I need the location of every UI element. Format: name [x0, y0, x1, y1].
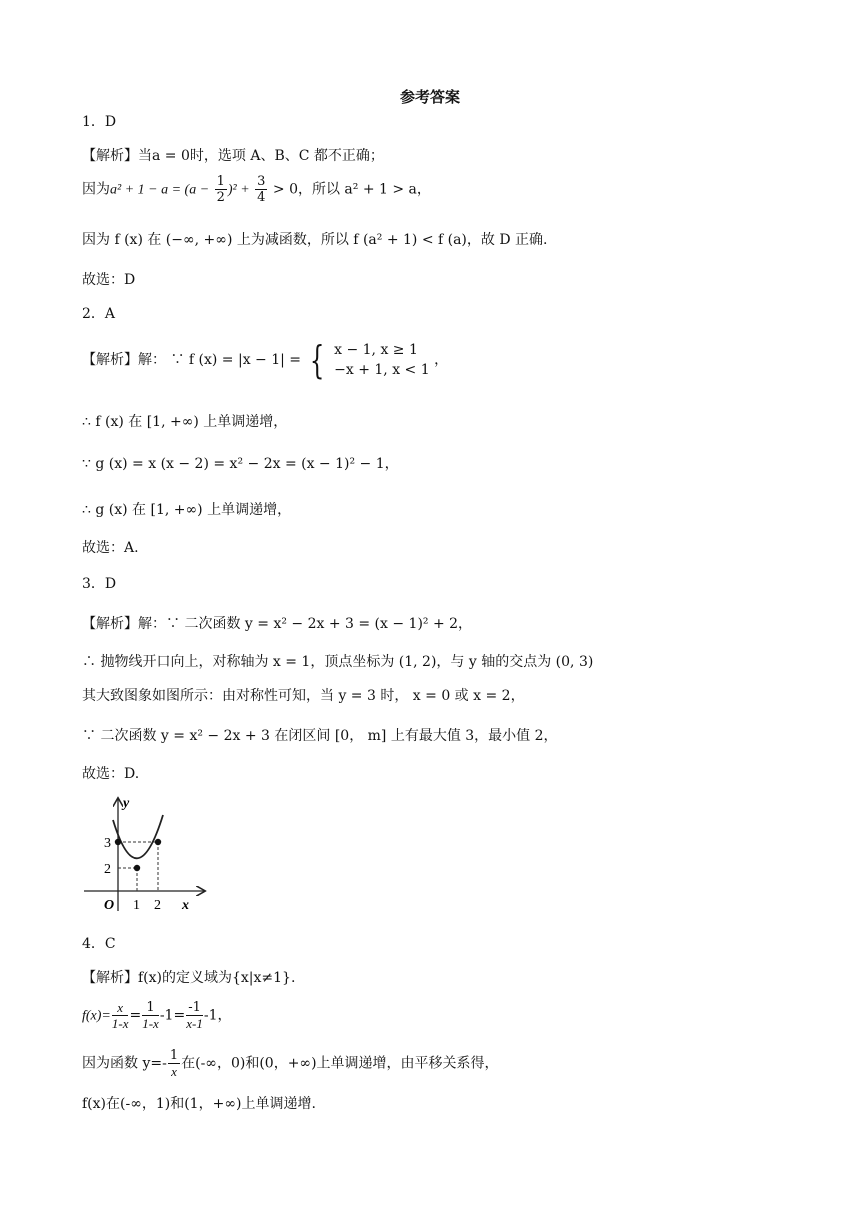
q2-analysis-line2: ∴ f (x) 在 [1, +∞) 上单调递增，: [82, 414, 288, 430]
q4-f1-den: 1-x: [111, 1016, 129, 1031]
q3-analysis-line3: 其大致图象如图所示：由对称性可知，当 y = 3 时， x = 0 或 x = 2，: [82, 688, 525, 704]
graph-tick-y3: 3: [104, 836, 111, 851]
q4-f3-num: -1: [188, 1000, 201, 1015]
q4-analysis-line1: 【解析】f(x)的定义域为{x|x≠1}.: [82, 970, 296, 986]
q4-analysis-line2: [82, 1000, 232, 1031]
graph-tick-x1: 1: [133, 898, 140, 913]
parabola-curve: [113, 815, 163, 858]
q2-line1-tail: ，: [434, 352, 449, 368]
q1-frac2-den: 4: [257, 190, 266, 205]
q4-line3-prefix: 因为函数 y=-: [82, 1055, 167, 1072]
q4-f2-den: 1-x: [142, 1016, 159, 1031]
q1-frac1-den: 2: [216, 190, 225, 205]
q4-line3-tail: 在(-∞，0)和(0，+∞)上单调递增，由平移关系得，: [181, 1055, 499, 1072]
q3-analysis-line2: ∴ 抛物线开口向上，对称轴为 x = 1，顶点坐标为 (1, 2)，与 y 轴的交点为 (0, 3): [82, 654, 594, 670]
graph-tick-x2: 2: [154, 898, 161, 913]
q2-analysis-line4: ∴ g (x) 在 [1, +∞) 上单调递增，: [82, 502, 292, 518]
q1-answer: 1．D: [82, 114, 117, 130]
q2-piecewise-cases: [334, 340, 430, 380]
q1-analysis-line2: [82, 174, 431, 205]
vertex-point: [134, 865, 140, 871]
q1-analysis-line1: 【解析】当a = 0时，选项 A、B、C 都不正确；: [82, 148, 384, 164]
q4-analysis-line3: [82, 1048, 499, 1079]
q1-fraction-three-quarters: [255, 174, 267, 205]
q4-fraction-3: [186, 1000, 203, 1031]
q4-fraction-2: [142, 1000, 159, 1031]
q2-line1-prefix: 【解析】解： ∵ f (x) = |x − 1| =: [82, 352, 302, 368]
q1-analysis-line3: 因为 f (x) 在 (−∞, +∞) 上为减函数，所以 f (a² + 1) < f (a)，故 D 正确.: [82, 232, 548, 248]
graph-tick-y2: 2: [104, 862, 111, 877]
q4-answer: 4．C: [82, 936, 116, 952]
graph-y-label: y: [123, 796, 130, 811]
q1-fraction-half: [215, 174, 227, 205]
q4-line2-tail: -1，: [203, 1007, 232, 1024]
q3-analysis-line1: 【解析】解：∵ 二次函数 y = x² − 2x + 3 = (x − 1)² + 2，: [82, 616, 473, 632]
q4-f1-num: x: [112, 1000, 129, 1016]
page-title: 参考答案: [399, 88, 460, 106]
graph-x-label: x: [182, 898, 189, 913]
q3-analysis-line4: ∵ 二次函数 y = x² − 2x + 3 在闭区间 [0， m] 上有最大值 3，最小值 2，: [82, 728, 558, 744]
point-2-3: [155, 839, 161, 845]
q1-line2-prefix: 因为: [82, 181, 110, 198]
q4-f2-num: 1: [142, 1000, 159, 1016]
q3-choice: 故选：D.: [82, 766, 140, 782]
q4-f4-num: 1: [169, 1048, 179, 1063]
q3-answer: 3．D: [82, 576, 117, 592]
q1-choice: 故选：D: [82, 272, 136, 288]
q4-f3-den: x-1: [186, 1016, 203, 1031]
q4-analysis-line4: f(x)在(-∞，1)和(1，+∞)上单调递增.: [82, 1096, 316, 1112]
q2-analysis-line1: [82, 340, 448, 380]
q1-frac1-num: 1: [216, 174, 225, 189]
q4-eq1: =: [129, 1007, 142, 1024]
q4-fraction-4: [168, 1048, 180, 1079]
q1-frac2-num: 3: [257, 174, 266, 189]
q4-fraction-1: [112, 1000, 129, 1031]
q4-f4-den: x: [171, 1064, 177, 1079]
graph-origin-label: O: [104, 898, 115, 913]
point-0-3: [115, 839, 121, 845]
q4-line2-prefix: f(x)=: [82, 1008, 111, 1024]
q4-eq2: -1=: [159, 1007, 186, 1024]
q2-analysis-line3: ∵ g (x) = x (x − 2) = x² − 2x = (x − 1)² − 1，: [82, 456, 399, 472]
q2-case1: x − 1, x ≥ 1: [334, 342, 418, 358]
parabola-graph: [80, 795, 210, 915]
q2-choice: 故选：A.: [82, 540, 139, 556]
q2-answer: 2．A: [82, 306, 116, 322]
q1-expr-mid: )² +: [227, 182, 250, 198]
q1-expr-a: a² + 1 − a = (a −: [110, 182, 210, 198]
q1-expr-tail: > 0，所以 a² + 1 > a，: [272, 181, 431, 198]
brace-symbol: {: [310, 338, 325, 382]
q2-case2: −x + 1, x < 1: [334, 362, 430, 378]
